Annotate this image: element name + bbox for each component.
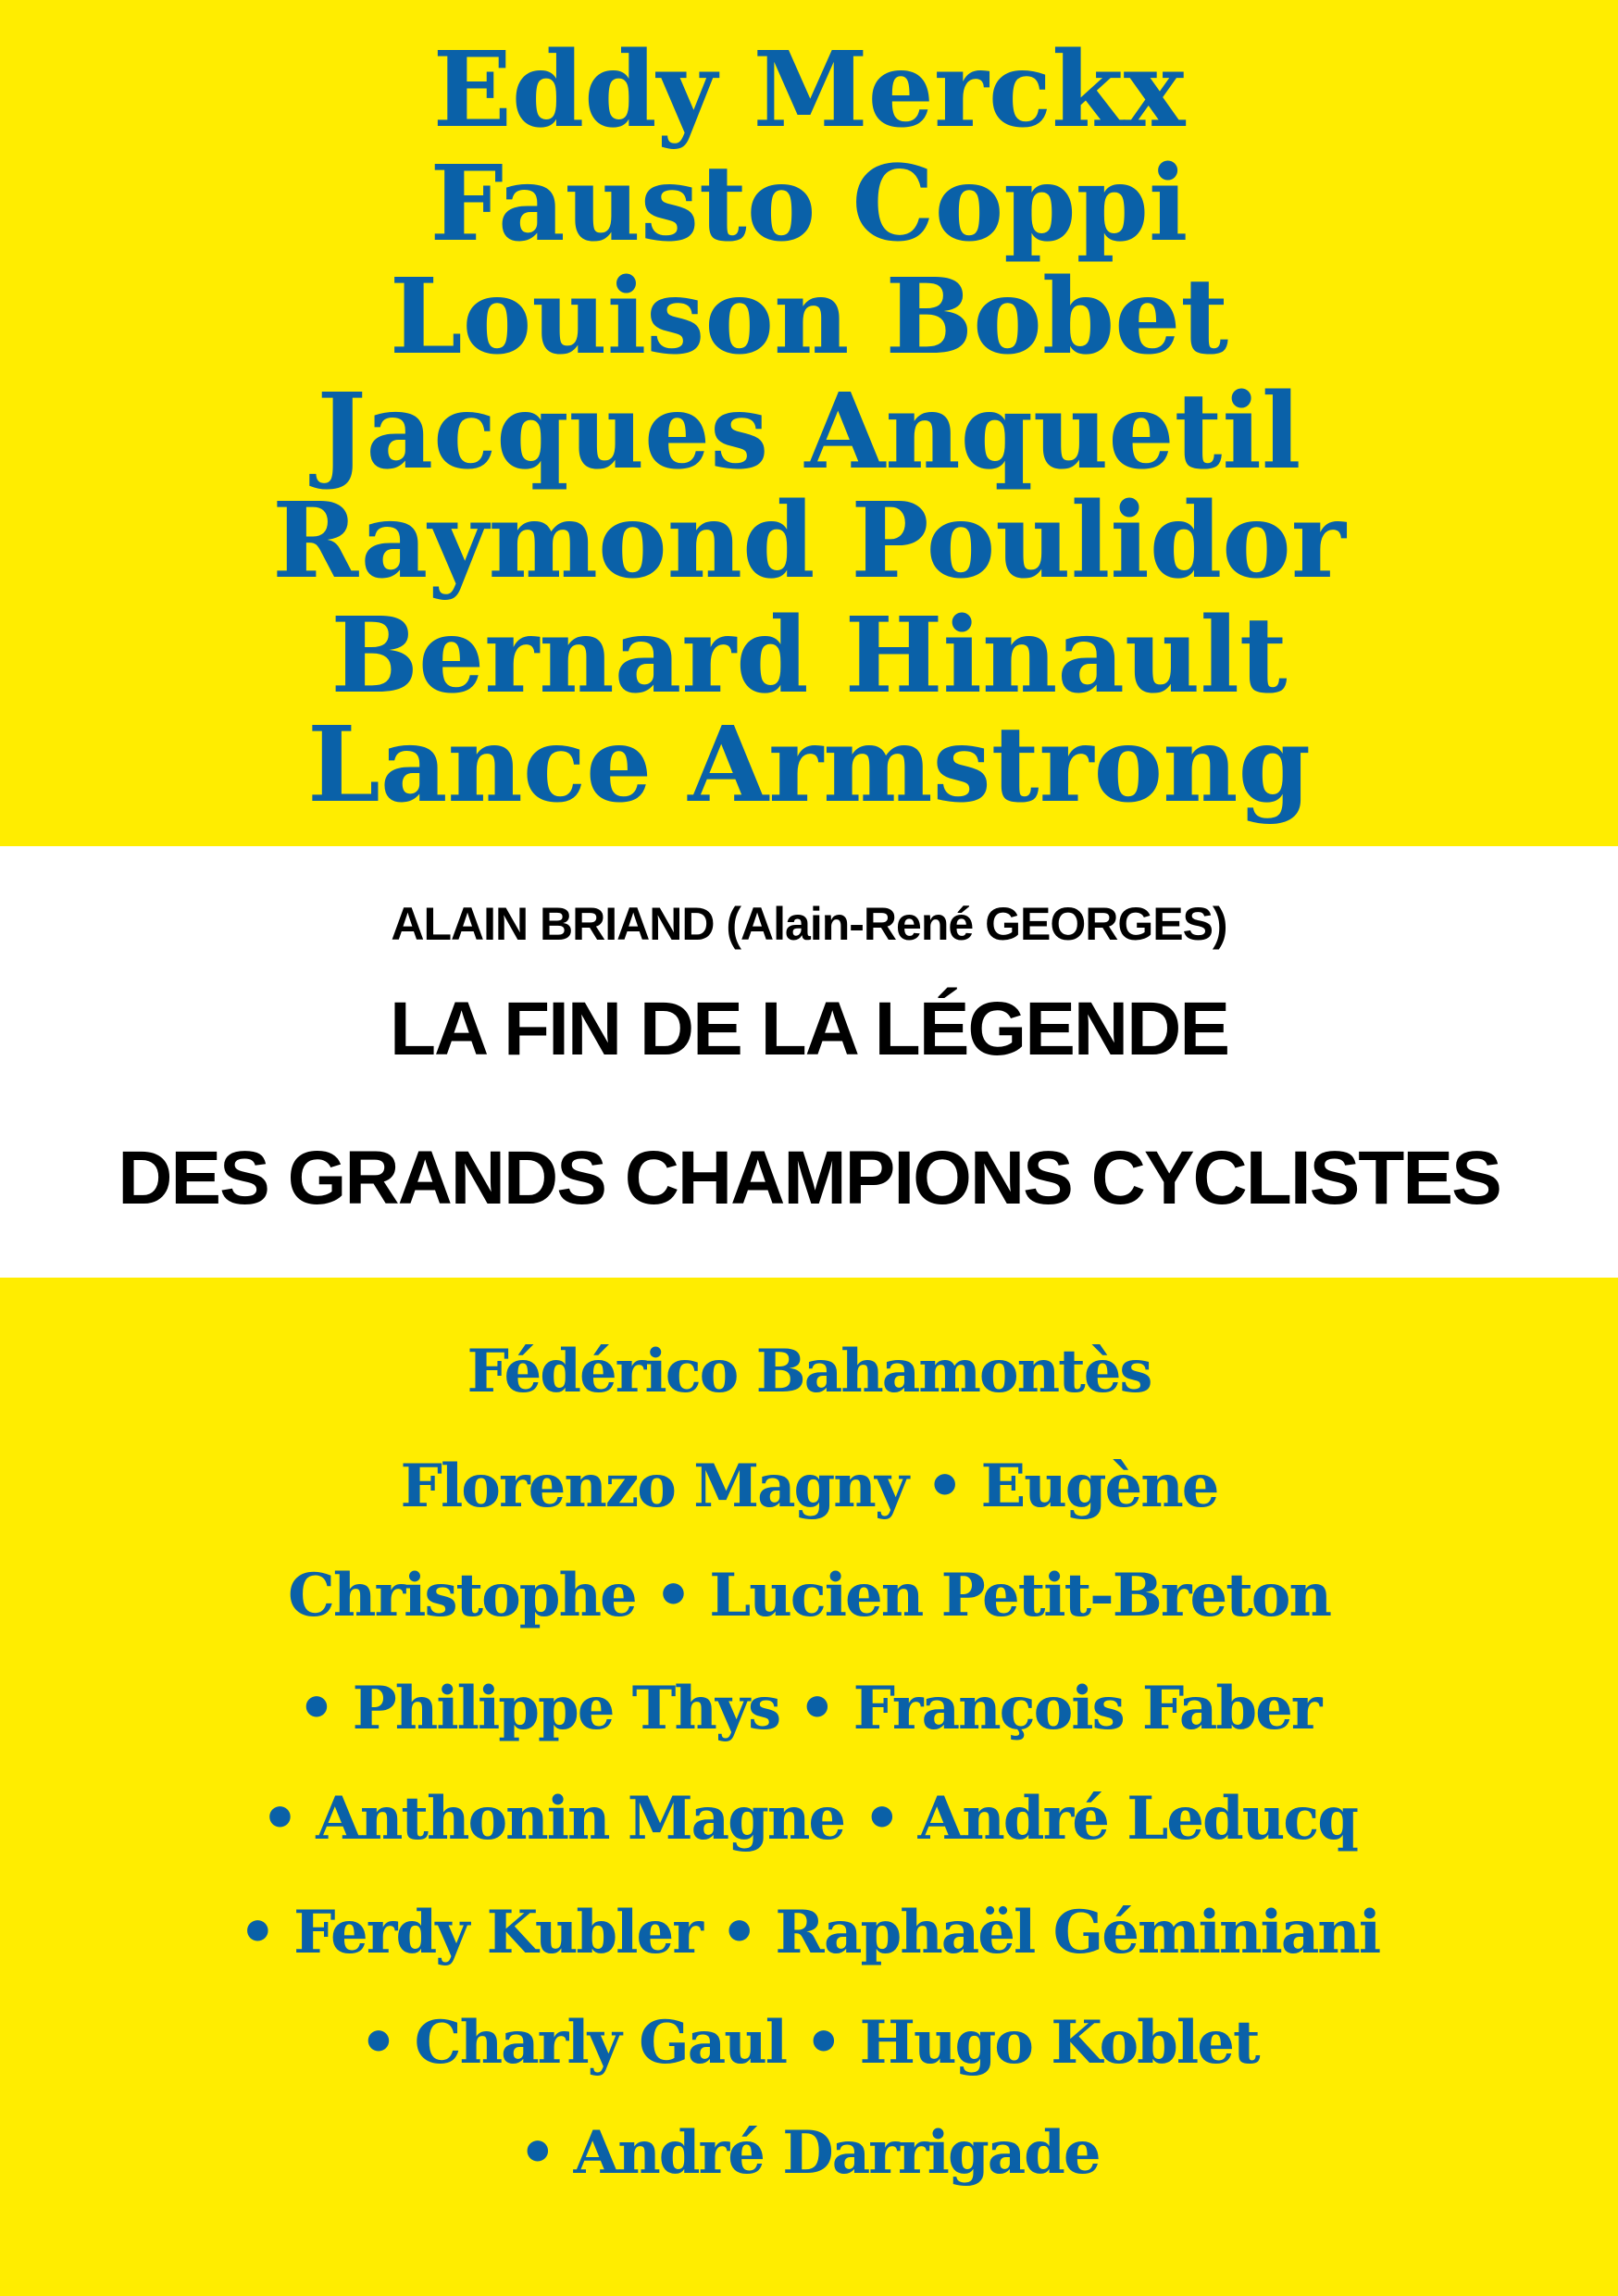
title-line-2: DES GRANDS CHAMPIONS CYCLISTES	[118, 1136, 1500, 1220]
author: ALAIN BRIAND (Alain-René GEORGES)	[391, 898, 1227, 950]
name-line: Eddy Merckx	[432, 30, 1186, 151]
title-line-1: LA FIN DE LA LÉGENDE	[389, 987, 1229, 1071]
name-line: • Philippe Thys • François Faber	[297, 1674, 1321, 1743]
name-line: Florenzo Magny • Eugène	[400, 1452, 1218, 1521]
name-line: Jacques Anquetil	[317, 371, 1301, 493]
name-line: • Ferdy Kubler • Raphaël Géminiani	[238, 1898, 1380, 1967]
name-line: Louison Bobet	[389, 256, 1229, 378]
name-line: • Charly Gaul • Hugo Koblet	[359, 2008, 1259, 2078]
name-line: • André Darrigade	[518, 2118, 1100, 2188]
name-line: Fausto Coppi	[429, 144, 1189, 265]
name-line: Fédérico Bahamontès	[467, 1337, 1151, 1406]
title-band	[0, 846, 1618, 1278]
name-line: Bernard Hinault	[330, 595, 1288, 717]
name-line: Raymond Poulidor	[272, 480, 1346, 602]
name-line: Christophe • Lucien Petit-Breton	[287, 1561, 1331, 1630]
name-line: • Anthonin Magne • André Leducq	[261, 1784, 1357, 1853]
name-line: Lance Armstrong	[307, 705, 1311, 826]
